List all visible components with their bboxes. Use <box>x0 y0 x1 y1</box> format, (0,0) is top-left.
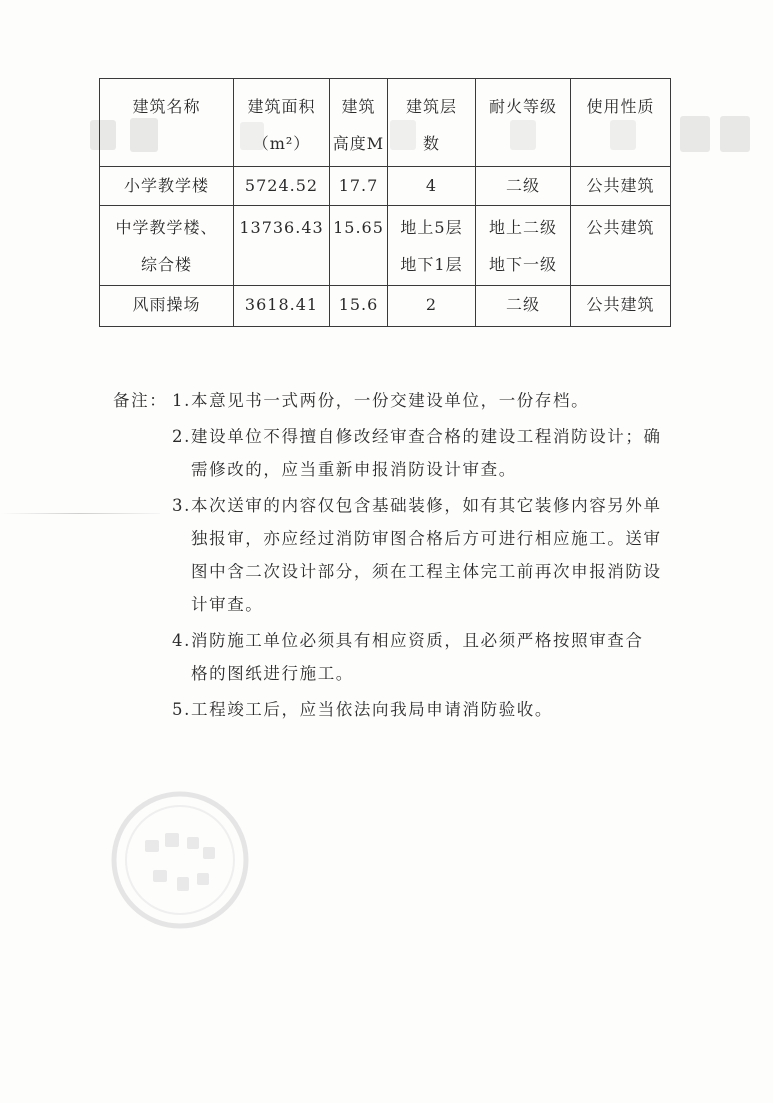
cell-building-name: 小学教学楼 <box>100 167 234 206</box>
faded-seal-stamp-icon <box>105 785 255 935</box>
note-item <box>113 420 693 486</box>
cell-building-floors: 地上5层 地下1层 <box>388 206 476 286</box>
table-row <box>100 206 671 286</box>
table-header-row <box>100 79 671 167</box>
note-item <box>113 693 693 726</box>
cell-building-floors: 4 <box>388 167 476 206</box>
cell-fire-rating: 二级 <box>476 286 571 327</box>
cell-building-height: 15.6 <box>330 286 388 327</box>
notes-label: 备注： <box>113 391 168 410</box>
cell-fire-rating: 二级 <box>476 167 571 206</box>
header-building-area: 建筑面积 （m²） <box>234 79 330 167</box>
cell-use-type: 公共建筑 <box>571 206 671 286</box>
cell-building-area: 13736.43 <box>234 206 330 286</box>
cell-use-type: 公共建筑 <box>571 286 671 327</box>
note-text: 工程竣工后，应当依法向我局申请消防验收。 <box>191 700 553 719</box>
note-text: 本次送审的内容仅包含基础装修，如有其它装修内容另外单 独报审，亦应经过消防审图合格后方可进行相应施工。送审 图中含二次设计部分，须在工程主体完工前再次申报消防设 计审查。 <box>191 496 662 614</box>
table-row <box>100 167 671 206</box>
header-building-floors: 建筑层 数 <box>388 79 476 167</box>
cell-building-name: 风雨操场 <box>100 286 234 327</box>
cell-fire-rating: 地上二级 地下一级 <box>476 206 571 286</box>
note-number: 4. <box>172 631 191 650</box>
cell-building-area: 5724.52 <box>234 167 330 206</box>
note-item <box>113 384 693 417</box>
note-number: 2. <box>172 427 191 446</box>
cell-building-name: 中学教学楼、 综合楼 <box>100 206 234 286</box>
note-number: 1. <box>172 391 191 410</box>
cell-building-height: 17.7 <box>330 167 388 206</box>
note-item <box>113 624 693 690</box>
header-use-type: 使用性质 <box>571 79 671 167</box>
note-item <box>113 489 693 621</box>
note-number: 3. <box>172 496 191 515</box>
header-fire-rating: 耐火等级 <box>476 79 571 167</box>
note-text: 建设单位不得擅自修改经审查合格的建设工程消防设计；确 需修改的，应当重新申报消防设计审查。 <box>191 427 662 479</box>
header-building-name: 建筑名称 <box>100 79 234 167</box>
cell-building-height: 15.65 <box>330 206 388 286</box>
notes-section <box>113 384 693 729</box>
table-row <box>100 286 671 327</box>
cell-use-type: 公共建筑 <box>571 167 671 206</box>
note-number: 5. <box>172 700 191 719</box>
note-text: 本意见书一式两份，一份交建设单位，一份存档。 <box>191 391 590 410</box>
cell-building-floors: 2 <box>388 286 476 327</box>
building-info-table <box>99 78 671 327</box>
header-building-height: 建筑 高度M <box>330 79 388 167</box>
note-text: 消防施工单位必须具有相应资质，且必须严格按照审查合 格的图纸进行施工。 <box>191 631 644 683</box>
cell-building-area: 3618.41 <box>234 286 330 327</box>
